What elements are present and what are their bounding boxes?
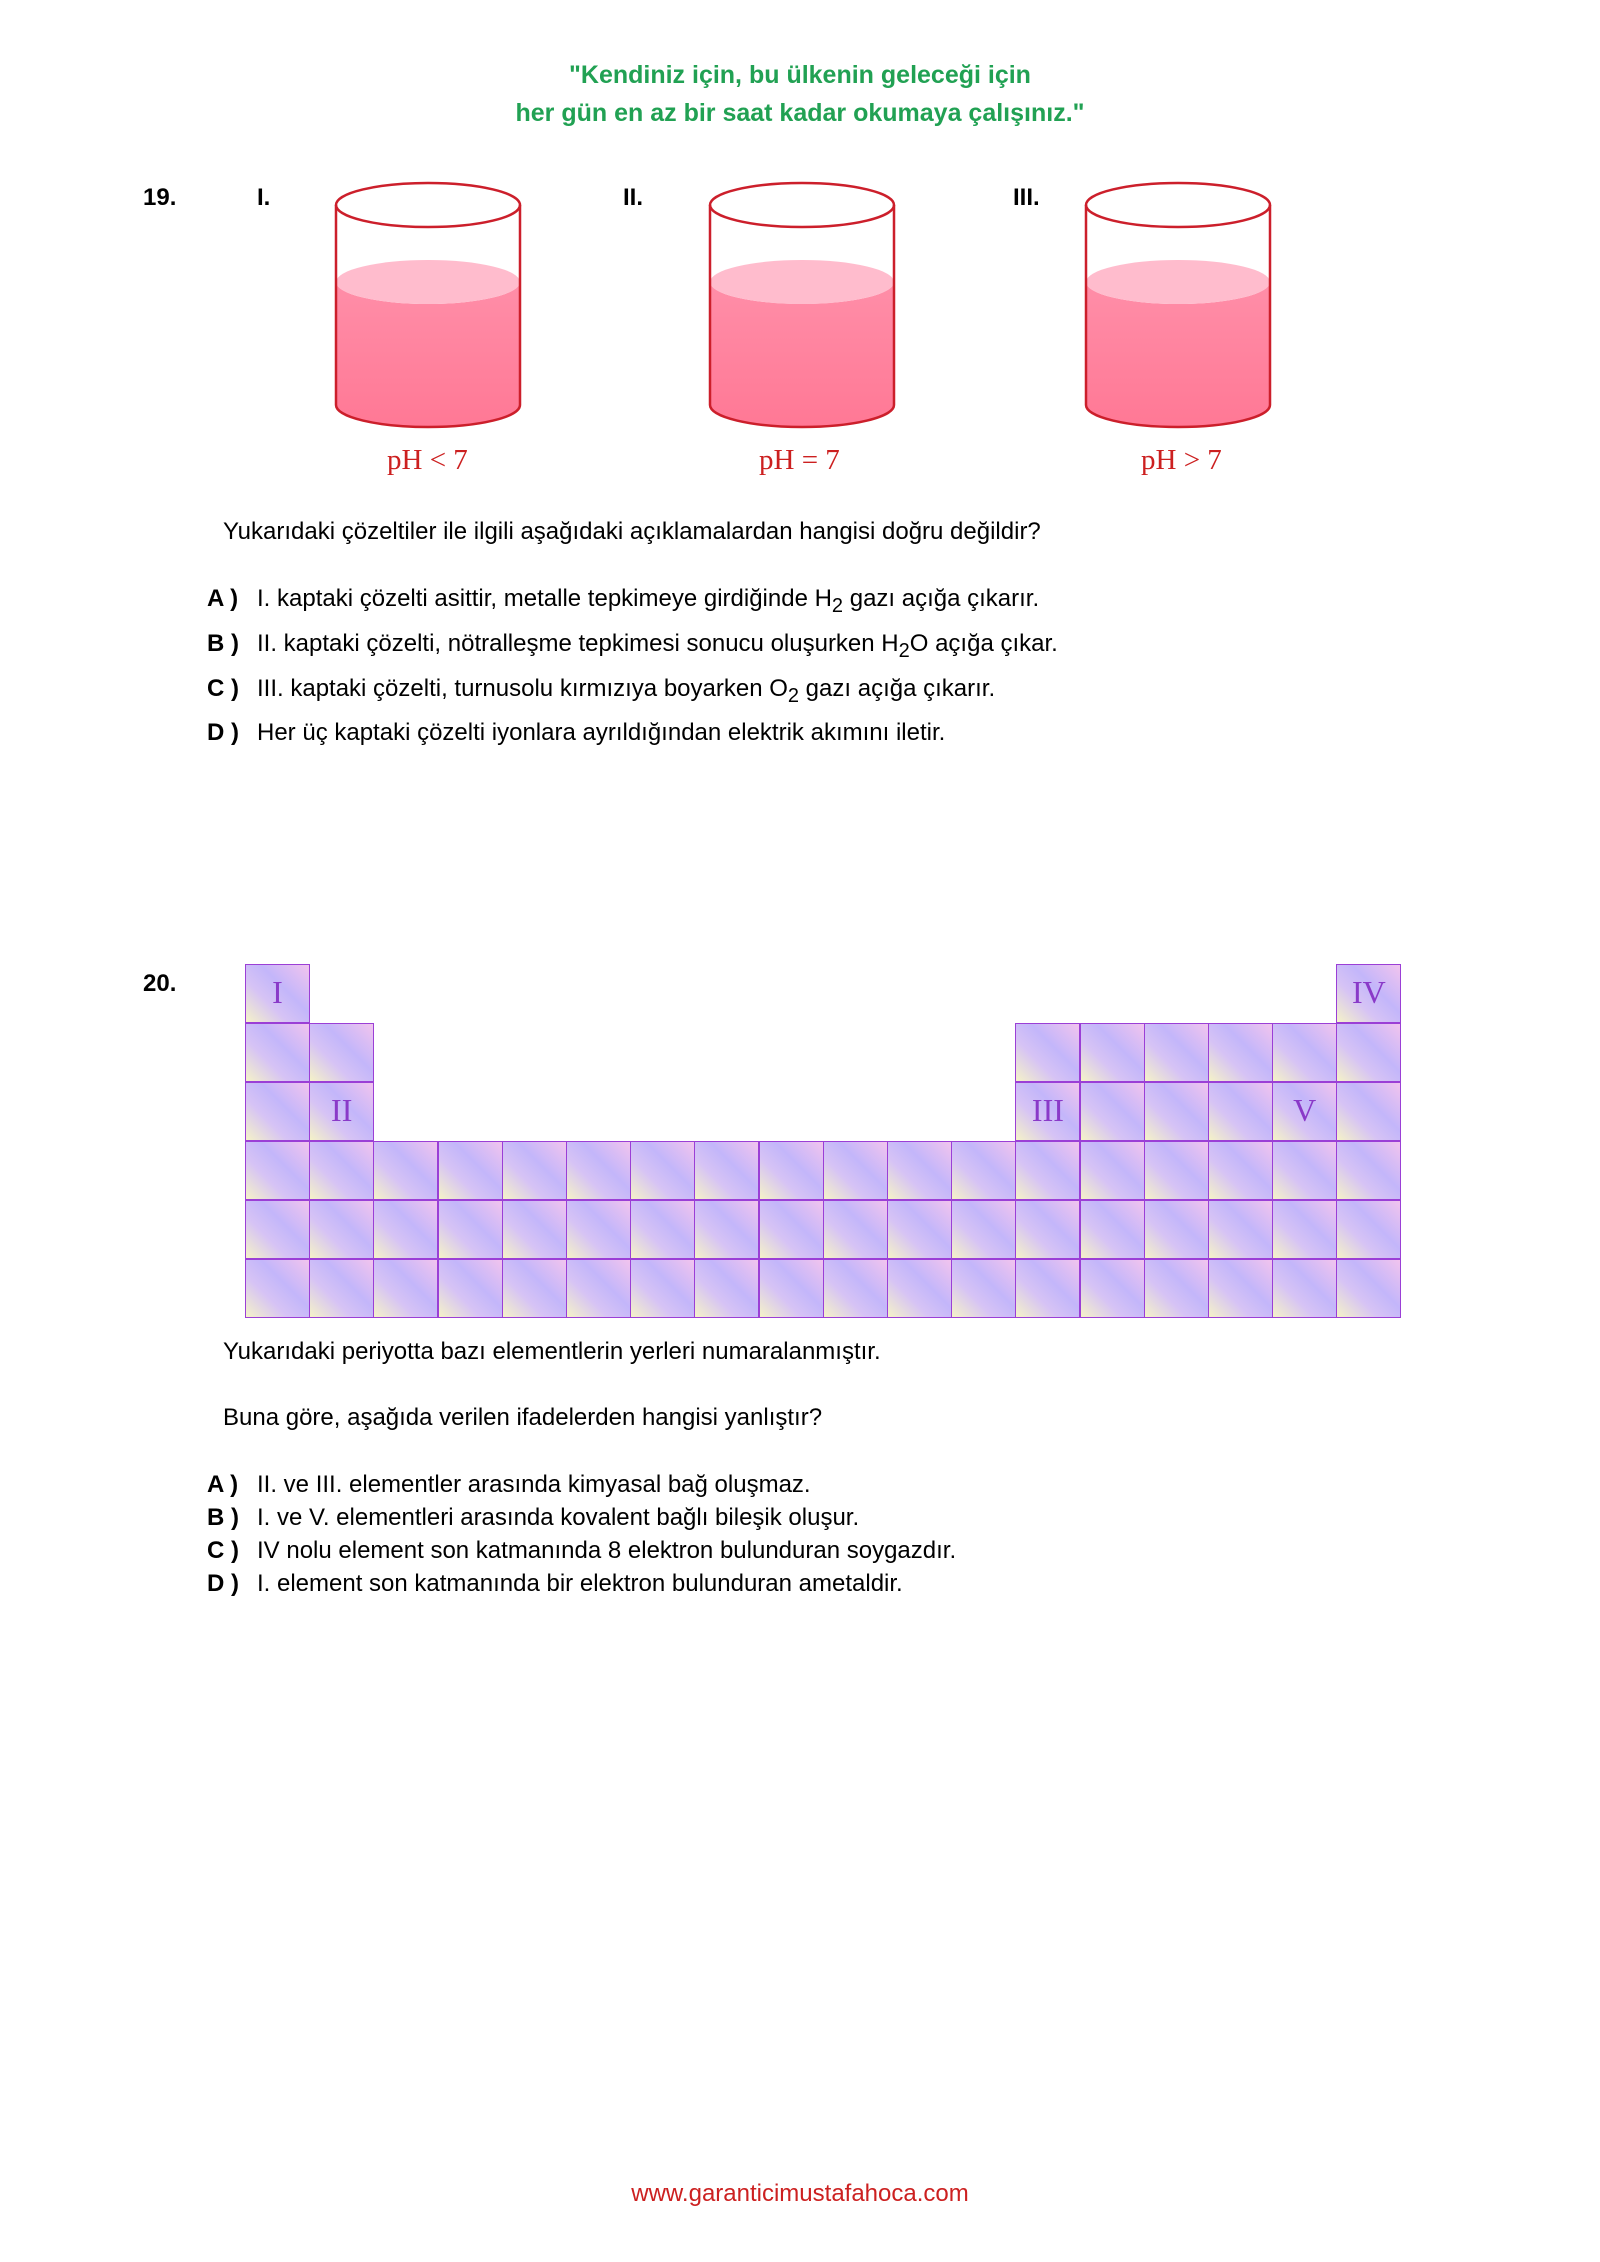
table-cell [566,1141,631,1200]
option-b[interactable]: B ) I. ve V. elementleri arasında kovalent bağlı bileşik oluşur. [207,1501,956,1534]
element-label-iii: III [1031,1092,1064,1128]
table-cell [1080,1082,1145,1141]
table-cell [245,1141,310,1200]
table-cell [1144,1023,1209,1082]
table-cell [823,1259,888,1318]
table-cell [309,1200,374,1259]
table-cell [245,1023,310,1082]
option-letter: A ) [207,585,239,612]
table-cell [309,1259,374,1318]
table-cell [951,1259,1016,1318]
beaker-3-label: III. [1013,184,1040,211]
table-cell [694,1200,759,1259]
question-20-number: 20. [143,970,177,997]
table-cell [309,1023,374,1082]
motto-line-1: "Kendiniz için, bu ülkenin geleceği için [569,61,1031,89]
table-cell [438,1141,503,1200]
table-cell [1015,1259,1080,1318]
beaker-1 [336,183,520,427]
beaker-2-ph: pH = 7 [759,444,840,476]
table-cell [951,1200,1016,1259]
option-c[interactable]: C ) IV nolu element son katmanında 8 elektron bulunduran soygazdır. [207,1534,956,1567]
table-cell [438,1259,503,1318]
option-c[interactable]: C ) III. kaptaki çözelti, turnusolu kırmızıya boyarken $O_2$ gazı açığa çıkarır. [207,670,1058,715]
option-letter: A ) [207,1471,239,1498]
beaker-1-ph: pH < 7 [387,444,468,476]
table-cell [566,1200,631,1259]
table-cell [887,1200,952,1259]
motto-line-2: her gün en az bir saat kadar okumaya çalışınız." [515,99,1085,127]
table-cell [245,1259,310,1318]
element-label-iv: IV [1352,974,1386,1010]
table-cell [1080,1141,1145,1200]
element-label-ii: II [331,1092,353,1128]
table-cell [1208,1082,1273,1141]
table-cell [1015,1141,1080,1200]
option-letter: C ) [207,1537,239,1564]
table-cell [1336,1082,1401,1141]
table-cell [1208,1141,1273,1200]
table-cell [245,1200,310,1259]
table-cell [1272,1259,1337,1318]
table-cell [373,1259,438,1318]
table-cell [1080,1200,1145,1259]
option-d[interactable]: D ) I. element son katmanında bir elektron bulunduran ametaldir. [207,1567,956,1600]
question-19-options [207,580,1058,752]
table-cell [887,1141,952,1200]
table-cell [630,1141,695,1200]
table-cell [887,1259,952,1318]
table-cell [1015,1023,1080,1082]
table-cell [630,1200,695,1259]
table-cell [309,1082,374,1141]
table-cell [566,1259,631,1318]
beaker-3 [1086,183,1270,427]
table-cell [1208,1259,1273,1318]
table-cell [823,1141,888,1200]
table-cell [951,1141,1016,1200]
element-label-i: I [272,974,283,1010]
table-cell [245,1082,310,1141]
question-19-stem: Yukarıdaki çözeltiler ile ilgili aşağıdaki açıklamalardan hangisi doğru değildir? [223,518,1041,545]
table-cell [502,1200,567,1259]
table-cell [694,1259,759,1318]
table-cell [759,1259,824,1318]
table-cell [1144,1200,1209,1259]
table-cell [1336,1023,1401,1082]
beaker-1-label: I. [257,184,271,211]
question-20-stem-1: Yukarıdaki periyotta bazı elementlerin yerleri numaralanmıştır. [223,1338,881,1365]
question-20-options [207,1468,956,1600]
question-20-stem-2: Buna göre, aşağıda verilen ifadelerden hangisi yanlıştır? [223,1404,823,1431]
table-cell [1208,1023,1273,1082]
table-cell [373,1200,438,1259]
element-label-v: V [1293,1092,1317,1128]
table-cell [1080,1259,1145,1318]
table-cell [823,1200,888,1259]
option-letter: C ) [207,674,239,702]
table-cell [1208,1200,1273,1259]
option-letter: D ) [207,719,239,747]
table-cell [502,1259,567,1318]
table-cell [502,1141,567,1200]
option-a[interactable]: A ) I. kaptaki çözelti asittir, metalle tepkimeye girdiğinde $H_2$ gazı açığa çıkarır. [207,580,1058,625]
beaker-2-label: II. [623,184,644,211]
table-cell [1336,1141,1401,1200]
table-cell [1336,1200,1401,1259]
option-letter: D ) [207,1570,239,1597]
table-cell [309,1141,374,1200]
table-cell [1272,1082,1337,1141]
option-a[interactable]: A ) II. ve III. elementler arasında kimyasal bağ oluşmaz. [207,1468,956,1501]
table-cell [1272,1023,1337,1082]
table-cell [245,964,310,1023]
option-b[interactable]: B ) II. kaptaki çözelti, nötralleşme tepkimesi sonucu oluşurken $H_2O$ açığa çıkar. [207,625,1058,670]
table-cell [1336,1259,1401,1318]
table-cell [1336,964,1401,1023]
question-19-number: 19. [143,184,177,211]
table-cell [1080,1023,1145,1082]
table-cell [1015,1082,1080,1141]
table-cell [1272,1200,1337,1259]
table-cell [1144,1259,1209,1318]
beaker-3-ph: pH > 7 [1141,444,1222,476]
table-cell [438,1200,503,1259]
table-cell [1015,1200,1080,1259]
table-cell [1144,1082,1209,1141]
table-cell [1144,1141,1209,1200]
option-letter: B ) [207,629,239,657]
table-cell [373,1141,438,1200]
option-d[interactable]: D ) Her üç kaptaki çözelti iyonlara ayrıldığından elektrik akımını iletir. [207,714,1058,752]
beakers-illustration [0,0,1600,500]
table-cell [759,1141,824,1200]
footer-url[interactable]: www.garanticimustafahoca.com [631,2180,969,2207]
table-cell [759,1200,824,1259]
table-cell [1272,1141,1337,1200]
beaker-2 [710,183,894,427]
option-letter: B ) [207,1504,239,1531]
table-cell [630,1259,695,1318]
table-cell [694,1141,759,1200]
